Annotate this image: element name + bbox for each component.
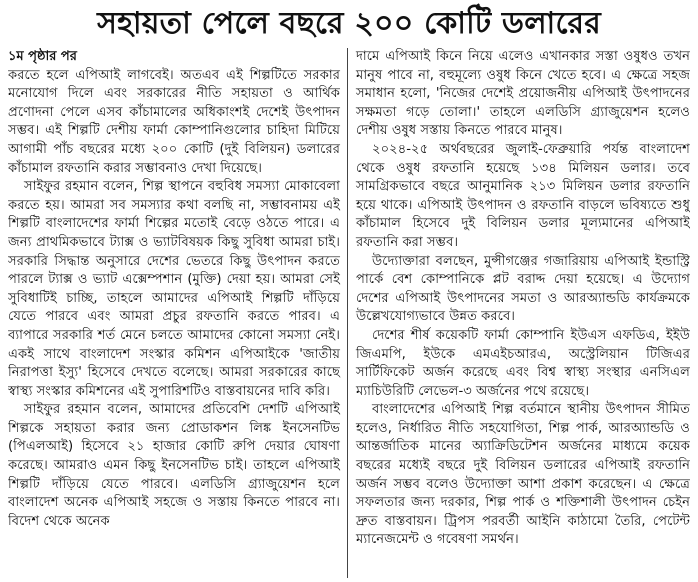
paragraph: দেশের শীর্ষ কয়েকটি ফার্মা কোম্পানি ইউএস এফডিএ, ইইউ জিএমপি, ইউকে এমএইচআরএ, অস্ট্রেলিয়ান টিজিএর সার্টিফিকেট অর্জন করেছে এবং বিশ্ব স্বাস্থ্য সংস্থার এনসিএল ম্যাচিউরিটি লেভেল-৩ অর্জনের পথে রয়েছে। [356,327,690,399]
paragraph: দামে এপিআই কিনে নিয়ে এলেও এখানকার সস্তা ওষুধও তখন মানুষ পাবে না, বহুমূল্যে ওষুধ কিনে খেতে হবে। এ ক্ষেত্রে সহজ সমাধান হলো, 'নিজের দেশেই প্রয়োজনীয় এপিআই উৎপাদনের সক্ষমতা গড়ে তোলা।' তাহলে এলডিসি গ্র্যাজুয়েশন হলেও দেশীয় ওষুধ সস্তায় কিনতে পারবে মানুষ। [356,49,690,139]
paragraph: সাইফুর রহমান বলেন, আমাদের প্রতিবেশি দেশটি এপিআই শিল্পকে সহায়তা করার জন্য প্রোডাকশন লিঙ্ক ইনসেনটিভ (পিএলআই) হিসেবে ২১ হাজার কোটি রুপি দেয়ার ঘোষণা করেছে। আমরাও এমন কিছু ইনসেনটিভ চাই। তাহলে এপিআই শিল্পটি দাঁড়িয়ে যেতে পারবে। এলডিসি গ্র্যাজুয়েশন হলে বাংলাদেশ অনেক এপিআই সহজে ও সস্তায় কিনতে পারবে না। বিদেশ থেকে অনেক [8,402,340,529]
paragraph: ২০২৪-২৫ অর্থবছরের জুলাই-ফেব্রুয়ারি পর্যন্ত বাংলাদেশ থেকে ওষুধ রফতানি হয়েছে ১৩৪ মিলিয়ন ডলার। তবে সামগ্রিকভাবে বছরে আনুমানিক ২১৩ মিলিয়ন ডলার রফতানি হয়ে থাকে। এপিআই উৎপাদন ও রফতানি বাড়লে ভবিষ্যতে শুধু কাঁচামাল হিসেবে দুই বিলিয়ন ডলার মূল্যমানের এপিআই রফতানি করা সম্ভব। [356,141,690,250]
paragraph: বাংলাদেশের এপিআই শিল্প বর্তমানে স্থানীয় উৎপাদন সীমিত হলেও, নির্ধারিত নীতি সহযোগিতা, শিল্প পার্ক, আরঅ্যান্ডডি ও আন্তর্জাতিক মানের অ্যাক্রিডিটেশন অর্জনের মাধ্যমে কয়েক বছরের মধ্যেই বছরে দুই বিলিয়ন ডলারের এপিআই রফতানি অর্জন সম্ভব বলেও উদ্যোক্তা আশা প্রকাশ করেছেন। এ ক্ষেত্রে সফলতার জন্য দরকার, শিল্প পার্ক ও শক্তিশালী উৎপাদন চেইন দ্রুত বাস্তবায়ন। ট্রিপস পরবর্তী আইনি কাঠামো তৈরি, পেটেন্ট ম্যানেজমেন্ট ও গবেষণা সমর্থন। [356,402,690,548]
left-column [8,48,348,578]
paragraph: সাইফুর রহমান বলেন, শিল্প স্থাপনে বহুবিধ সমস্যা মোকাবেলা করতে হয়। আমরা সব সমস্যার কথা বলছি না, সম্ভাবনাময় এই শিল্পটি বাংলাদেশের ফার্মা শিল্পের মতোই বেড়ে ওঠতে পারে। এ জন্য প্রাথমিকভাবে ট্যাক্স ও ভ্যাটবিষয়ক কিছু সুবিধা আমরা চাই। সরকারি সিদ্ধান্ত অনুসারে দেশের ভেতরে কিছু উৎপাদন করতে পারলে ট্যাক্স ও ভ্যাট এক্সেম্পশান (মুক্তি) দেয়া হয়। আমরা সেই সুবিধাটিই চাচ্ছি, তাহলে আমাদের এপিআই শিল্পটি দাঁড়িয়ে যেতে পারবে এবং আমরা প্রচুর রফতানি করতে পারব। এ ব্যাপারে সরকারি শর্ত মেনে চলতে আমাদের কোনো সমস্যা নেই। একই সাথে বাংলাদেশ সংস্কার কমিশন এপিআইকে 'জাতীয় নিরাপত্তা ইস্যু' হিসেবে দেখতে বলেছে। আমরা সরকারের কাছে স্বাস্থ্য সংস্কার কমিশনের এই সুপারিশটিও বাস্তবায়নের দাবি করি। [8,179,340,399]
paragraph: উদ্যোক্তারা বলছেন, মুন্সীগঞ্জের গজারিয়ায় এপিআই ইন্ডাস্ট্রি পার্কে বেশ কোম্পানিকে প্লট বরাদ্দ দেয়া হয়েছে। এ উদ্যোগ দেশের এপিআই উৎপাদনের সমতা ও আরঅ্যান্ডডি কার্যক্রমকে উল্লেখযোগ্যভাবে উন্নত করবে। [356,253,690,325]
right-column [348,48,690,578]
headline: সহায়তা পেলে বছরে ২০০ কোটি ডলারের [97,6,601,41]
paragraph: করতে হলে এপিআই লাগবেই। অতএব এই শিল্পটিতে সরকার মনোযোগ দিলে এবং সরকারের নীতি সহায়তা ও আর্থিক প্রণোদনা পেলে এসব কাঁচামালের অধিকাংশই দেশেই উৎপাদন সম্ভব। এই শিল্পটি দেশীয় ফার্মা কোম্পানিগুলোর চাহিদা মিটিয়ে আগামী পাঁচ বছরের মধ্যে ২০০ কোটি (দুই বিলিয়ন) ডলারের কাঁচামাল রফতানি করার সম্ভাবনাও দেখা দিয়েছে। [8,67,340,176]
article-body [8,48,690,578]
continued-label: ১ম পৃষ্ঠার পর [8,49,77,64]
